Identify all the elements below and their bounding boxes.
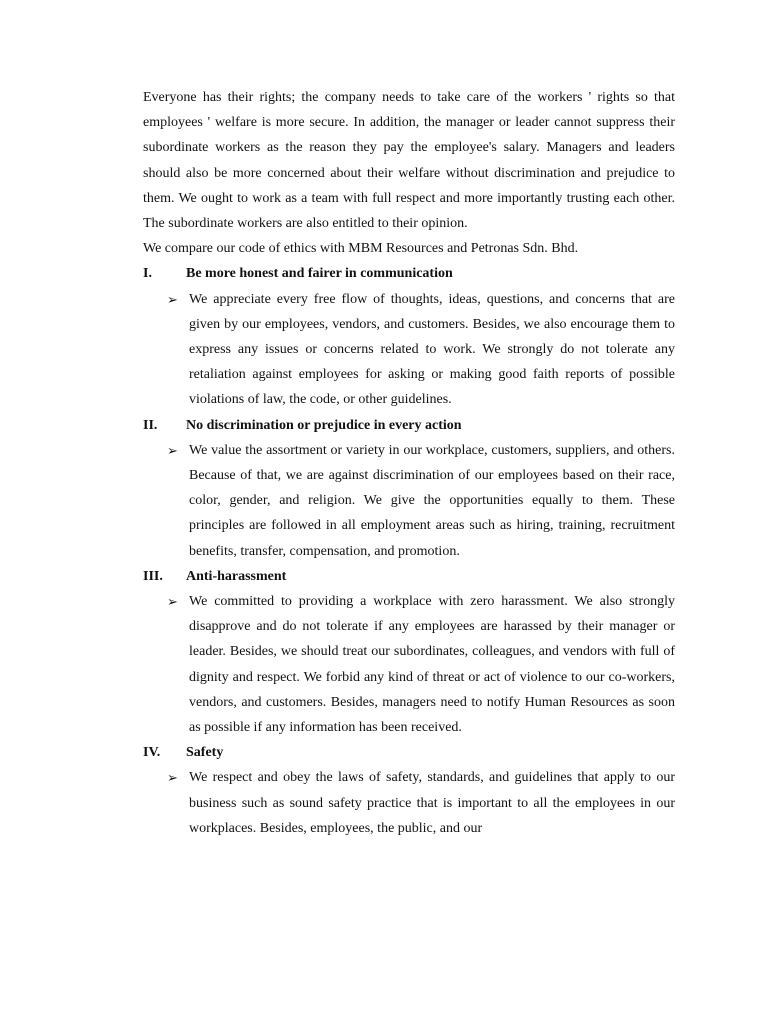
section-title: No discrimination or prejudice in every action	[186, 417, 462, 433]
section-title: Be more honest and fairer in communication	[186, 266, 453, 282]
section-heading-2	[143, 413, 675, 438]
section-heading-1	[143, 261, 675, 286]
section-heading-3	[143, 564, 675, 589]
section-number: III.	[143, 568, 163, 584]
bullet-text: We value the assortment or variety in our workplace, customers, suppliers, and others. Because of that, we are against discrimination of our employees based on their race, color, gender, and religion. We give the opportunities equally to them. These principles are followed in all employment areas such as hiring, training, recruitment benefits, transfer, compensation, and promotion.	[189, 442, 675, 559]
section-bullet-1	[143, 287, 675, 413]
section-number: IV.	[143, 745, 161, 761]
bullet-text: We respect and obey the laws of safety, standards, and guidelines that apply to our business such as sound safety practice that is important to all the employees in our workplaces. Besides, employees, the public, and our	[189, 770, 675, 836]
section-heading-4	[143, 740, 675, 765]
arrow-bullet-icon: ➢	[167, 770, 178, 786]
section-bullet-3	[143, 589, 675, 740]
bullet-text: We appreciate every free flow of thoughts, ideas, questions, and concerns that are given by our employees, vendors, and customers. Besides, we also encourage them to express any issues or concerns related to work. We strongly do not tolerate any retaliation against employees for asking or making good faith reports of possible violations of law, the code, or other guidelines.	[189, 291, 675, 408]
section-title: Anti-harassment	[186, 568, 287, 584]
section-number: II.	[143, 417, 158, 433]
section-number: I.	[143, 266, 152, 282]
arrow-bullet-icon: ➢	[167, 442, 178, 458]
arrow-bullet-icon: ➢	[167, 291, 178, 307]
intro-paragraph: Everyone has their rights; the company needs to take care of the workers ' rights so that employees ' welfare is more secure. In addition, the manager or leader cannot suppress their subordinate workers as the reason they pay the employee's salary. Managers and leaders should also be more concerned about their welfare without discrimination and prejudice to them. We ought to work as a team with full respect and more importantly trusting each other. The subordinate workers are also entitled to their opinion.	[143, 90, 675, 232]
document-body	[143, 85, 675, 841]
section-bullet-2	[143, 438, 675, 564]
compare-statement: We compare our code of ethics with MBM Resources and Petronas Sdn. Bhd.	[143, 241, 579, 257]
bullet-text: We committed to providing a workplace with zero harassment. We also strongly disapprove and do not tolerate if any employees are harassed by their manager or leader. Besides, we should treat our subordinates, colleagues, and vendors with full of dignity and respect. We forbid any kind of threat or act of violence to our co-workers, vendors, and customers. Besides, managers need to notify Human Resources as soon as possible if any information has been received.	[189, 594, 675, 736]
arrow-bullet-icon: ➢	[167, 594, 178, 610]
section-bullet-4	[143, 765, 675, 841]
section-title: Safety	[186, 745, 224, 761]
